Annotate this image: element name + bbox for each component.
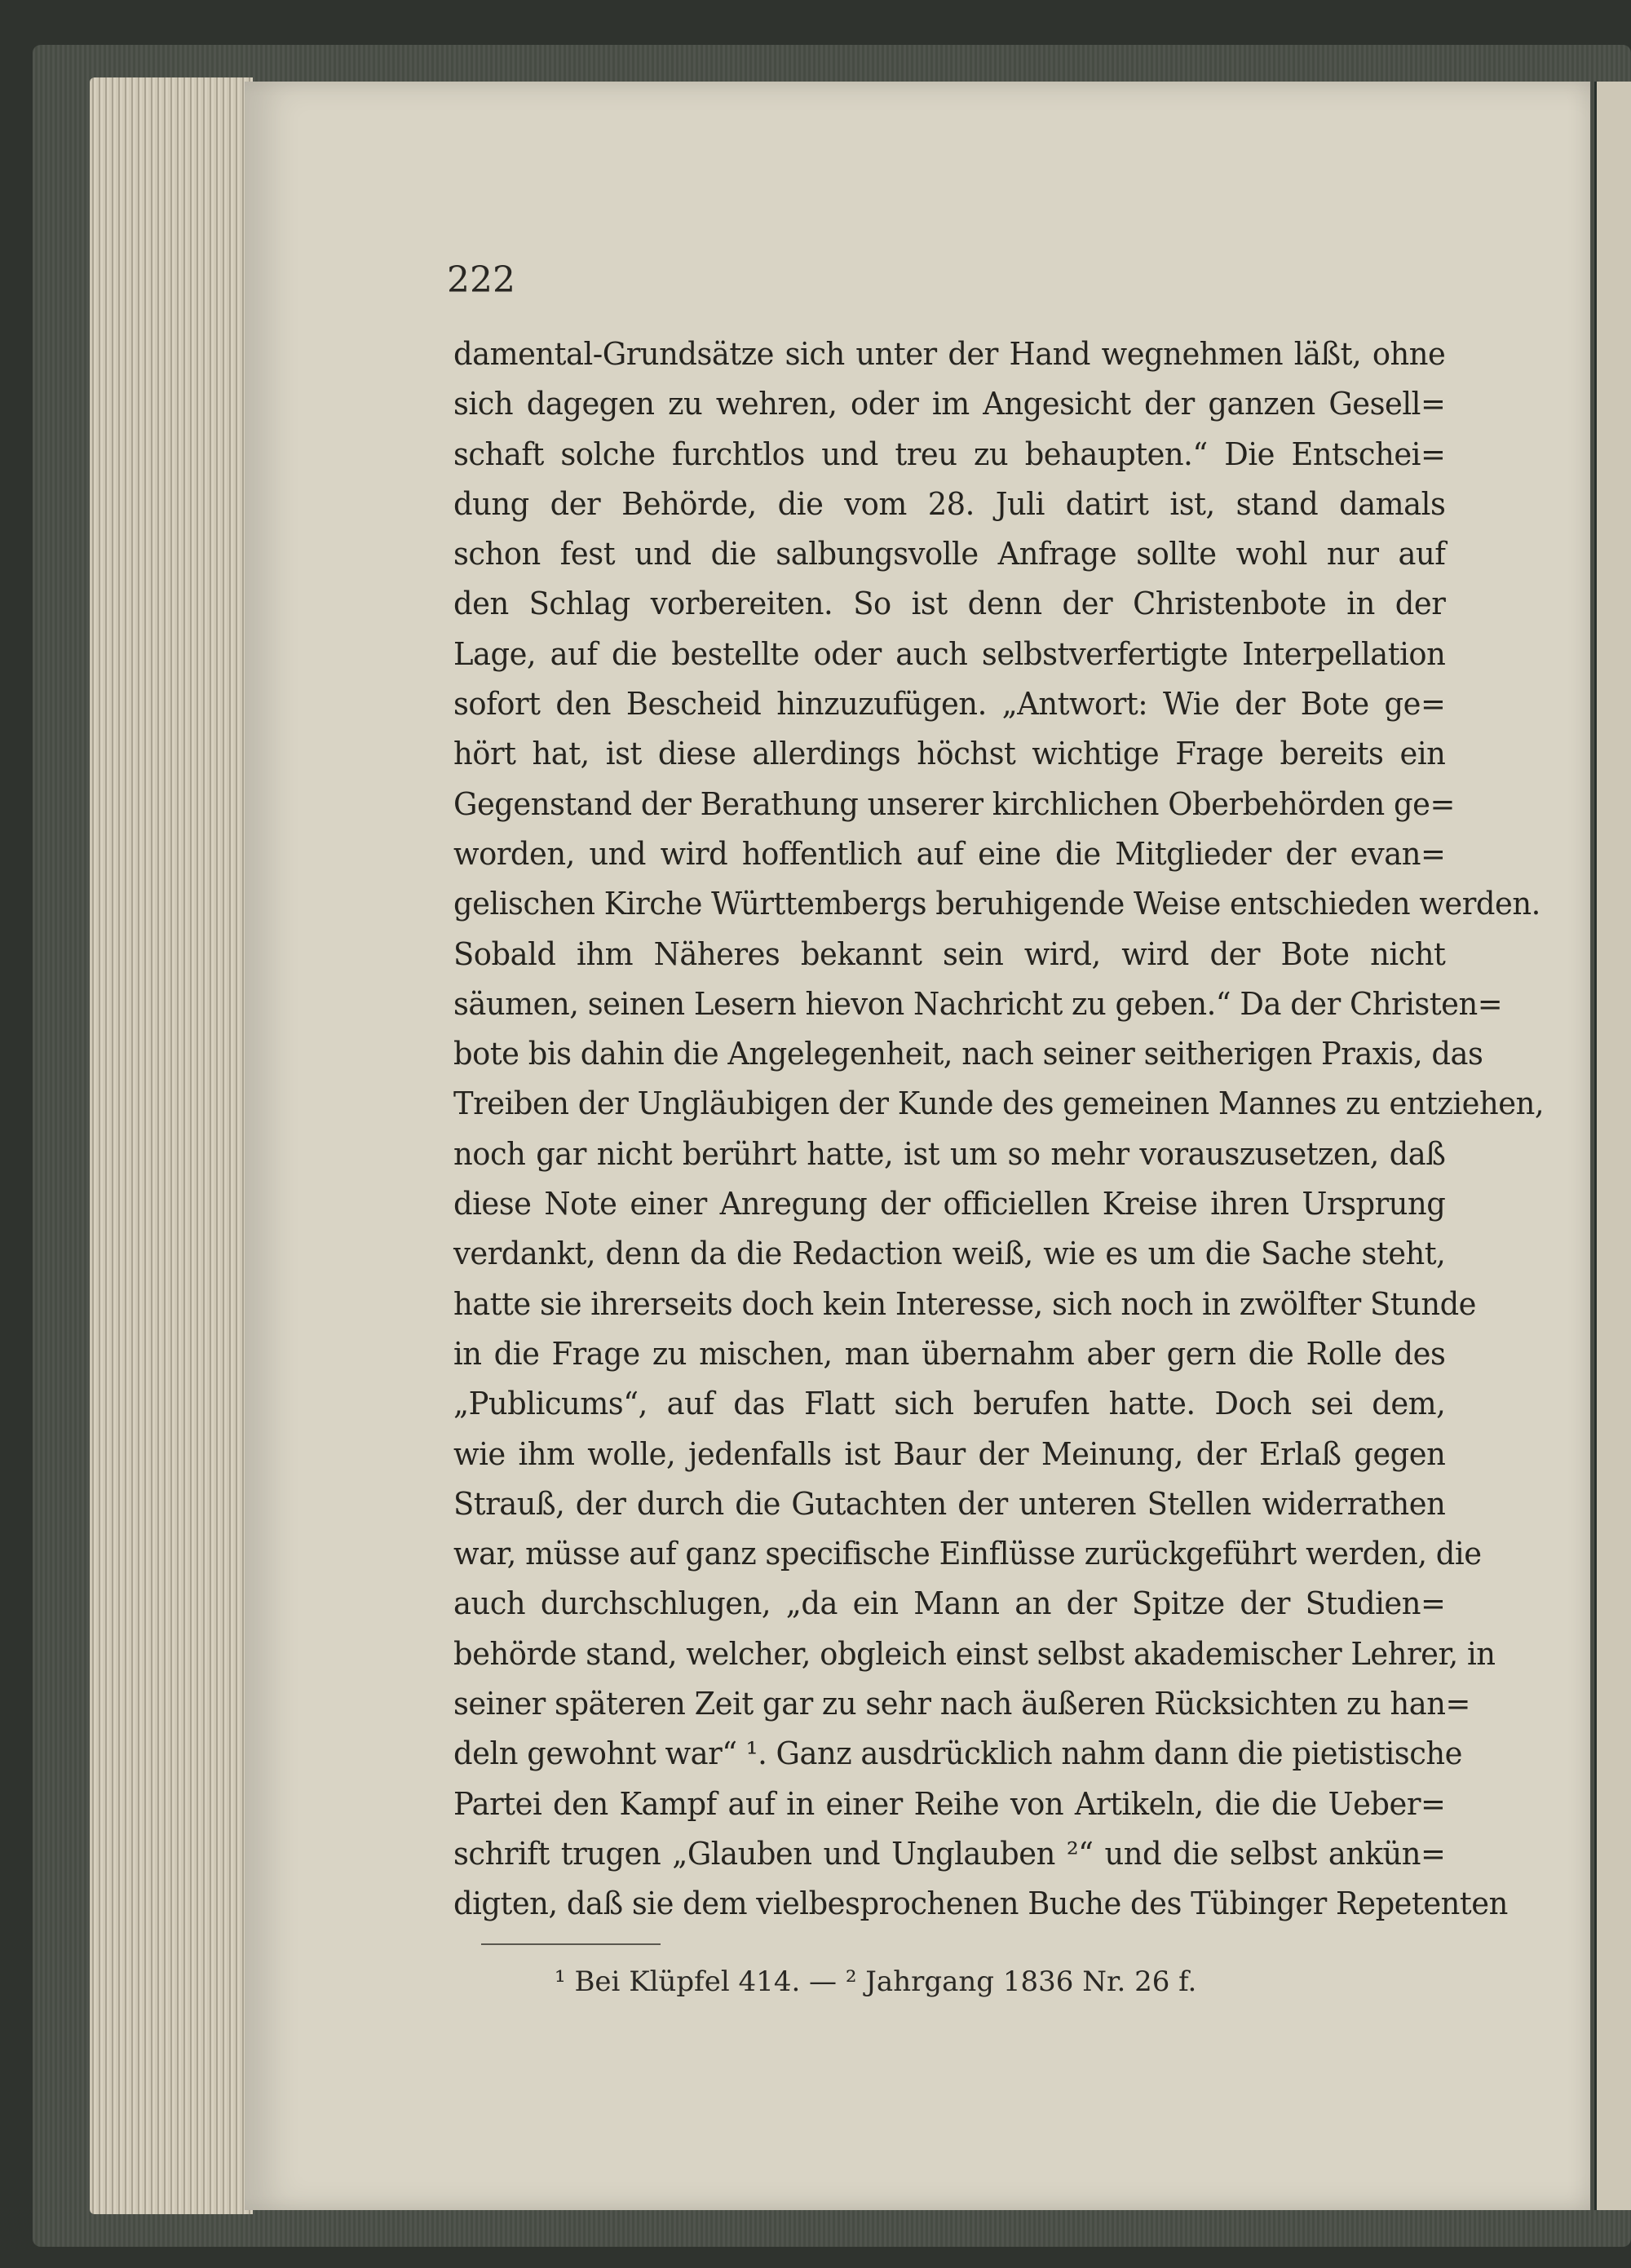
- text-line: wie ihm wolle, jedenfalls ist Baur der Meinung, der Erlaß gegen: [453, 1435, 1446, 1472]
- footnote-rule: [481, 1943, 661, 1945]
- text-line: digten, daß sie dem vielbesprochenen Buche des Tübinger Repetenten: [453, 1886, 1508, 1922]
- text-line: sich dagegen zu wehren, oder im Angesicht der ganzen Gesell=: [453, 386, 1446, 422]
- text-line: hört hat, ist diese allerdings höchst wichtige Frage bereits ein: [453, 736, 1446, 772]
- text-line: dung der Behörde, die vom 28. Juli datirt ist, stand damals: [453, 485, 1446, 522]
- text-line: schrift trugen „Glauben und Unglauben ²“ und die selbst ankün=: [453, 1835, 1446, 1872]
- text-line: „Publicums“, auf das Flatt sich berufen hatte. Doch sei dem,: [453, 1386, 1446, 1422]
- text-line: auch durchschlugen, „da ein Mann an der Spitze der Studien=: [453, 1585, 1446, 1622]
- page-number: 222: [447, 259, 515, 301]
- text-line: Gegenstand der Berathung unserer kirchlichen Oberbehörden ge=: [453, 785, 1455, 822]
- page-stack-edge: [90, 77, 253, 2214]
- text-line: schon fest und die salbungsvolle Anfrage sollte wohl nur auf: [453, 536, 1446, 573]
- text-line: diese Note einer Anregung der officiellen Kreise ihren Ursprung: [453, 1186, 1446, 1222]
- text-line: gelischen Kirche Württembergs beruhigende Weise entschieden werden.: [453, 886, 1540, 922]
- text-line: seiner späteren Zeit gar zu sehr nach äußeren Rücksichten zu han=: [453, 1686, 1470, 1722]
- text-line: damental-Grundsätze sich unter der Hand wegnehmen läßt, ohne: [453, 336, 1446, 372]
- text-line: hatte sie ihrerseits doch kein Interesse, sich noch in zwölfter Stunde: [453, 1285, 1477, 1322]
- text-line: behörde stand, welcher, obgleich einst selbst akademischer Lehrer, in: [453, 1635, 1496, 1672]
- text-line: worden, und wird hoffentlich auf eine die Mitglieder der evan=: [453, 835, 1446, 872]
- text-line: verdankt, denn da die Redaction weiß, wie es um die Sache steht,: [453, 1236, 1446, 1272]
- text-line: Lage, auf die bestellte oder auch selbstverfertigte Interpellation: [453, 635, 1446, 672]
- body-text: [453, 329, 1545, 1930]
- text-line: Strauß, der durch die Gutachten der unteren Stellen widerrathen: [453, 1485, 1446, 1522]
- text-line: sofort den Bescheid hinzuzufügen. „Antwort: Wie der Bote ge=: [453, 686, 1446, 723]
- text-line: war, müsse auf ganz specifische Einflüsse zurückgeführt werden, die: [453, 1536, 1482, 1572]
- text-line: in die Frage zu mischen, man übernahm aber gern die Rolle des: [453, 1335, 1446, 1372]
- text-line: säumen, seinen Lesern hievon Nachricht zu geben.“ Da der Christen=: [453, 985, 1503, 1022]
- footnote: ¹ Bei Klüpfel 414. — ² Jahrgang 1836 Nr. 26 f.: [555, 1965, 1197, 1998]
- text-line: deln gewohnt war“ ¹. Ganz ausdrücklich nahm dann die pietistische: [453, 1735, 1462, 1772]
- text-line: Sobald ihm Näheres bekannt sein wird, wird der Bote nicht: [453, 935, 1446, 972]
- text-line: bote bis dahin die Angelegenheit, nach seiner seitherigen Praxis, das: [453, 1036, 1483, 1072]
- text-line: Partei den Kampf auf in einer Reihe von Artikeln, die die Ueber=: [453, 1785, 1446, 1822]
- text-line: noch gar nicht berührt hatte, ist um so mehr vorauszusetzen, daß: [453, 1135, 1446, 1172]
- text-line: schaft solche furchtlos und treu zu behaupten.“ Die Entschei=: [453, 435, 1446, 472]
- text-line: den Schlag vorbereiten. So ist denn der Christenbote in der: [453, 586, 1446, 622]
- facing-page-edge: [1594, 82, 1631, 2210]
- text-line: Treiben der Ungläubigen der Kunde des gemeinen Mannes zu entziehen,: [453, 1085, 1545, 1122]
